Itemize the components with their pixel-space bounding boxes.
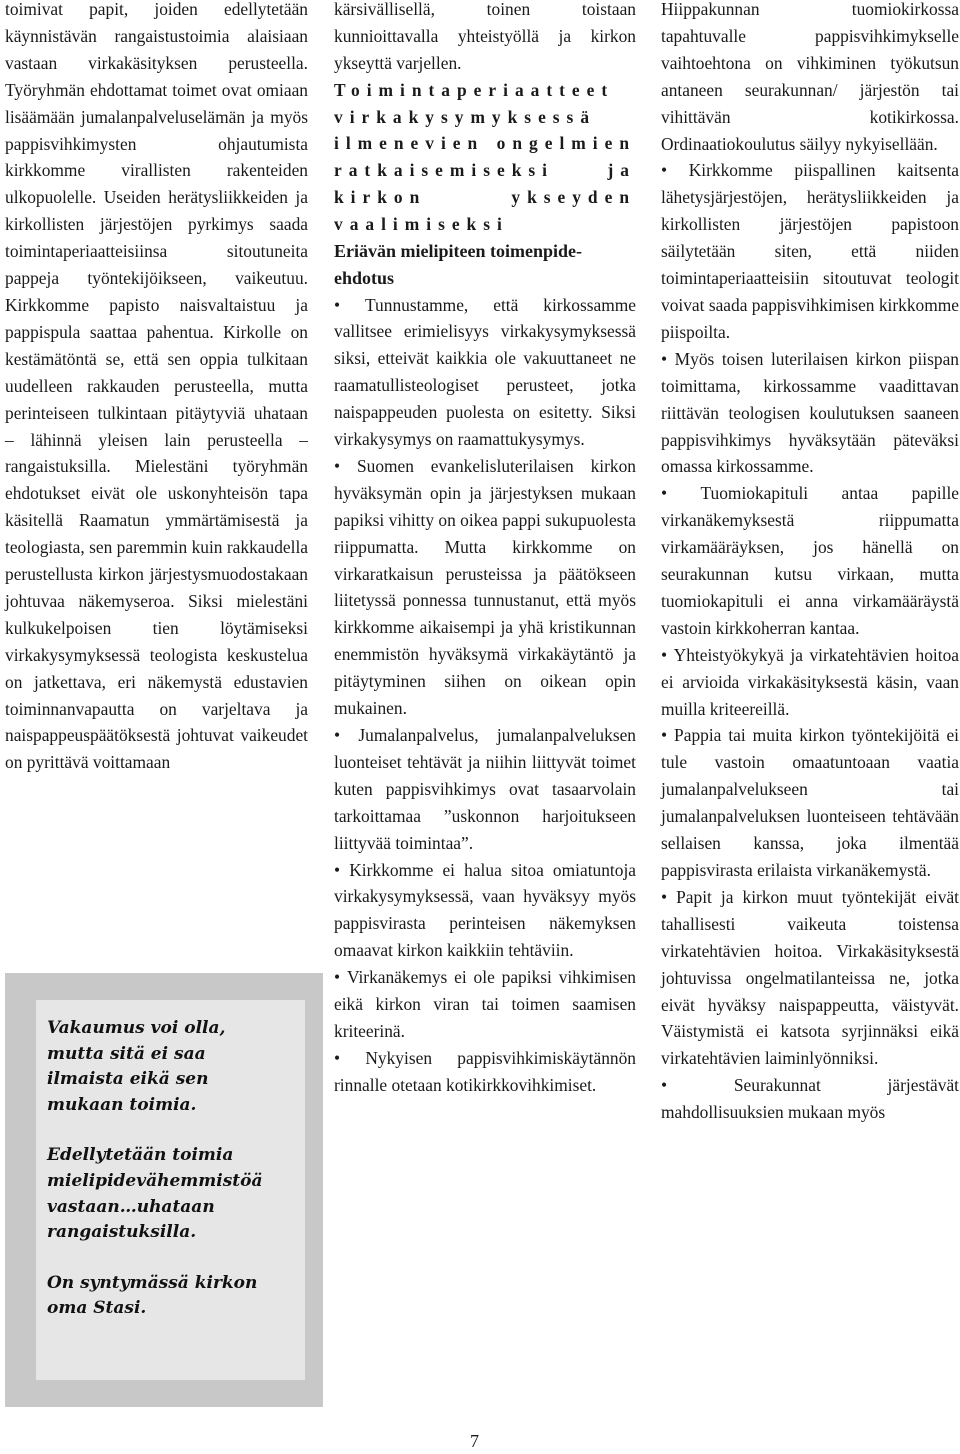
pull-quote-paragraph: Vakaumus voi olla, mutta sitä ei saa ilmaista eikä sen mukaan toimia.	[47, 1018, 226, 1115]
column1-text: toimivat papit, joiden edellytetään käynnistävän rangaistustoimia alaisiaan vastaan virkakäsityksen perusteella. Työryhmän ehdottamat toimet ovat omiaan lisäämään jumalanpalveluselämän ja myös pappisvihkimysten ohjautumista kirkkomme virallisten rakenteiden ulkopuolelle. Useiden herätysliikkeiden ja kirkollisten järjestöjen pyrkimys saada toimintaperiaatteisiinsa sitoutuneita pappeja työntekijöikseen, vaikeutuu. Kirkkomme papisto naisvaltaistuu ja pappispula saattaa pahentua. Kirkolle on kestämätöntä se, että sen oppia tulkitaan uudelleen rakkauden perusteella, mutta perinteiseen tulkintaan pitäytyviä uhataan – lähinnä yleisen lain perusteella – rangaistuksilla. Mielestäni työryhmän ehdotukset eivät ole uskonyhteisön tapa käsitellä Raamatun ymmärtämisestä ja teologiasta, sen paremmin kuin rakkaudella perustellusta kirkon järjestysmuodostakaan johtuvaa näkemyseroa. Siksi mielestäni kulkukelpoisen tien löytämiseksi virkakysymyksessä teologista keskustelua on jatkettava, eri näkemystä edustavien toiminnanvapautta on varjeltava ja naispappeuspäätöksestä johtuvat vaikeudet on pyrittävä voittamaan	[5, 0, 308, 773]
bullet-item: • Nykyisen pappisvihkimiskäytännön rinnalle otetaan kotikirkkovihkimiset.	[334, 1045, 636, 1099]
text-column-1	[5, 0, 308, 776]
bullet-item: • Kirkkomme piispallinen kaitsenta lähetysjärjestöjen, herätysliikkeiden ja kirkollisten järjestöjen papistoon säilytetään siten, että niiden toimintaperiaatteisiin sitoutuvat teologit voivat saada pappisvihkimisen kirkkomme piispoilta.	[661, 157, 959, 345]
bullet-item: • Tunnustamme, että kirkossamme vallitsee erimielisyys virkakysymyksessä siksi, etteivät kaikkia ole vakuuttaneet ne raamatullisteologiset perusteet, jotka naispappeuden puolesta on esitetty. Siksi virkakysymys on raamattukysymys.	[334, 292, 636, 453]
page-number: 7	[470, 1431, 479, 1451]
bullet-item: • Tuomiokapituli antaa papille virkanäkemyksestä riippumatta virkamääräyksen, jos hänellä on seurakunnan kutsu virkaan, mutta tuomiokapituli ei anna virkamääräystä vastoin kirkkoherran kantaa.	[661, 480, 959, 641]
section-heading: Toimintaperiaatteet virkakysymyksessä ilmenevien ongelmien ratkaisemiseksi ja kirkon ykseyden vaalimiseksi	[334, 79, 636, 234]
pull-quote-text	[47, 1016, 287, 1347]
bullet-item: • Kirkkomme ei halua sitoa omiatuntoja virkakysymyksessä, vaan hyväksyy myös pappisvirasta perinteisen näkemyksen omaavat kirkon kaikkiin tehtäviin.	[334, 857, 636, 965]
bullet-item: • Virkanäkemys ei ole papiksi vihkimisen eikä kirkon viran tai toimen saamisen kriteerinä.	[334, 964, 636, 1045]
column2-intro: kärsivällisellä, toinen toistaan kunnioittavalla yhteistyöllä ja kirkon ykseyttä varjellen.	[334, 0, 636, 73]
bullet-item: • Seurakunnat järjestävät mahdollisuuksien mukaan myös	[661, 1072, 959, 1126]
pull-quote-paragraph: Edellytetään toimia mielipidevähemmistöä vastaan…uhataan rangaistuksilla.	[47, 1145, 263, 1243]
section-subheading: Eriävän mielipiteen toimenpide-ehdotus	[334, 240, 582, 288]
column3-intro: Hiippakunnan tuomiokirkossa tapahtuvalle pappisvihkimykselle vaihtoehtona on vihkiminen työkutsun antaneen seurakunnan/ järjestön tai vihittävän kotikirkossa. Ordinaatiokoulutus säilyy nykyisellään.	[661, 0, 959, 154]
bullet-item: • Pappia tai muita kirkon työntekijöitä ei tule vastoin omaatuntoaan vaatia jumalanpalvelukseen tai jumalanpalveluksen luonteiseen tehtävään sellaisen kanssa, joka ilmentää pappisvirasta erilaista virkanäkemystä.	[661, 722, 959, 883]
text-column-2	[334, 0, 636, 1099]
bullet-item: • Yhteistyökykyä ja virkatehtävien hoitoa ei arvioida virkakäsityksestä käsin, vaan muilla kriteereillä.	[661, 642, 959, 723]
bullet-item: • Papit ja kirkon muut työntekijät eivät tahallisesti vaikeuta toistensa virkatehtävien hoitoa. Virkakäsityksestä johtuvissa ongelmatilanteissa ne, jotka eivät hyväksy naispappeutta, väistyvät. Väistymistä ei katsota syrjinnäksi eikä virkatehtävien laiminlyönniksi.	[661, 884, 959, 1072]
pull-quote-paragraph: On syntymässä kirkon oma Stasi.	[47, 1272, 258, 1319]
text-column-3	[661, 0, 959, 1126]
bullet-item: • Suomen evankelisluterilaisen kirkon hyväksymän opin ja järjestyksen mukaan papiksi vihitty on oikea pappi sukupuolesta riippumatta. Mutta kirkkomme on virkaratkaisun perusteissa ja päätökseen liitetyssä ponnessa tunnustanut, että myös kirkkomme aikaisempi ja yhä kristikunnan enemmistön hyväksymä virkakäytäntö ja pitäytyminen siihen on oikean opin mukainen.	[334, 453, 636, 722]
bullet-item: • Jumalanpalvelus, jumalanpalveluksen luonteiset tehtävät ja niihin liittyvät toimet kuten pappisvihkimys ovat tasaarvolain tarkoittamaa ”uskonnon harjoitukseen liittyvää toimintaa”.	[334, 722, 636, 857]
bullet-item: • Myös toisen luterilaisen kirkon piispan toimittama, kirkossamme vaadittavan riittävän teologisen koulutuksen saaneen pappisvihkimys hyväksytään päteväksi omassa kirkossamme.	[661, 346, 959, 481]
